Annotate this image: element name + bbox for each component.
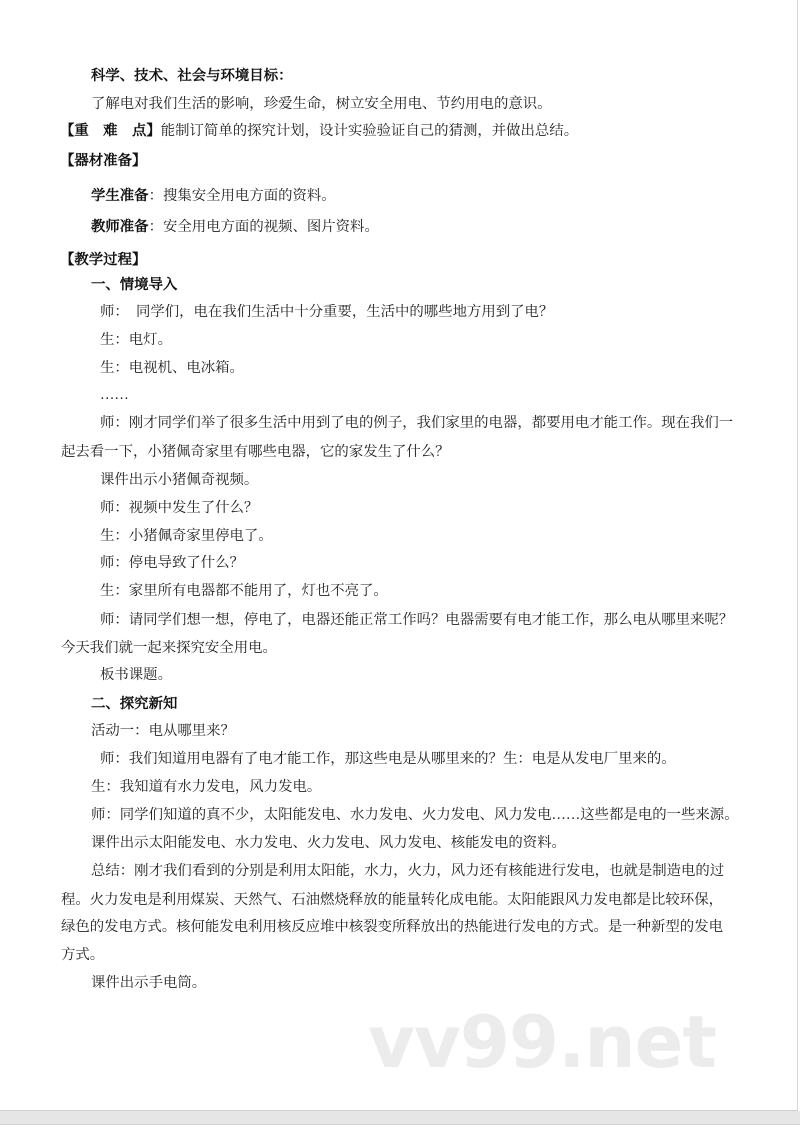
label: 教师准备 bbox=[91, 219, 149, 235]
heading-text: 一、情境导入 bbox=[91, 277, 178, 293]
materials-heading bbox=[60, 152, 146, 170]
paragraph-text: 师：停电导致了什么？ bbox=[100, 555, 244, 571]
subsection-heading bbox=[91, 695, 177, 713]
paragraph-text: 师：我们知道用电器有了电才能工作，那这些电是从哪里来的？生：电是从发电厂里来的。 bbox=[100, 751, 676, 767]
paragraph-text: 生：电灯。 bbox=[100, 332, 172, 348]
paragraph-text: ：安全用电方面的视频、图片资料。 bbox=[148, 219, 379, 235]
dialogue-line bbox=[100, 554, 244, 572]
dialogue-line bbox=[100, 666, 172, 684]
paragraph-text: 生：小猪佩奇家里停电了。 bbox=[100, 528, 273, 544]
summary-line bbox=[61, 946, 104, 964]
paragraph-text: 生：家里所有电器都不能用了，灯也不亮了。 bbox=[100, 583, 388, 599]
dialogue-line bbox=[100, 331, 172, 349]
paragraph-text: 课件出示太阳能发电、水力发电、火力发电、风力发电、核能发电的资料。 bbox=[91, 835, 566, 851]
activity-line bbox=[91, 722, 235, 740]
watermark: vv99.net bbox=[368, 1000, 716, 1084]
dialogue-line bbox=[100, 750, 676, 768]
paragraph-text: 生：我知道有水力发电，风力发电。 bbox=[91, 779, 322, 795]
dialogue-line bbox=[61, 443, 450, 461]
paragraph-text: 活动一：电从哪里来？ bbox=[91, 723, 235, 739]
paragraph-text: 师：请同学们想一想，停电了，电器还能正常工作吗？电器需要有电才能工作，那么电从哪里来呢？ bbox=[100, 612, 734, 628]
summary-line bbox=[61, 891, 723, 909]
teacher-prep bbox=[91, 218, 379, 236]
paragraph-text: ：搜集安全用电方面的资料。 bbox=[148, 188, 336, 204]
paragraph-text: 师：视频中发生了什么？ bbox=[100, 500, 259, 516]
ellipsis-line bbox=[100, 386, 129, 404]
subsection-heading bbox=[91, 276, 177, 294]
process-heading bbox=[60, 251, 146, 269]
dialogue-line bbox=[100, 582, 388, 600]
paragraph-text: 程。火力发电是利用煤炭、天然气、石油燃烧释放的能量转化成电能。太阳能跟风力发电都是比较环保， bbox=[61, 892, 723, 908]
label: 学生准备 bbox=[91, 188, 149, 204]
heading-text: 二、探究新知 bbox=[91, 696, 178, 712]
dialogue-line bbox=[61, 639, 277, 657]
paragraph-text: 了解电对我们生活的影响，珍爱生命，树立安全用电、节约用电的意识。 bbox=[91, 96, 552, 112]
section-label: 【器材准备】 bbox=[60, 153, 147, 169]
paragraph-text: 生：电视机、电冰箱。 bbox=[100, 360, 244, 376]
next-page bbox=[0, 1125, 797, 1137]
paragraph-text: 师： 同学们，电在我们生活中十分重要，生活中的哪些地方用到了电？ bbox=[100, 304, 554, 320]
dialogue-line bbox=[100, 527, 273, 545]
dialogue-line bbox=[100, 303, 553, 321]
section-label: 【教学过程】 bbox=[60, 252, 147, 268]
dialogue-line bbox=[100, 359, 244, 377]
dialogue-line bbox=[100, 611, 733, 629]
summary-line bbox=[91, 862, 724, 880]
section-label: 【重 难 点】 bbox=[60, 123, 161, 139]
paragraph-text: 方式。 bbox=[61, 947, 105, 963]
paragraph-text: 能制订简单的探究计划，设计实验验证自己的猜测，并做出总结。 bbox=[160, 123, 579, 139]
paragraph bbox=[91, 95, 552, 113]
paragraph-text: 课件出示手电筒。 bbox=[91, 975, 207, 991]
dialogue-line bbox=[91, 834, 566, 852]
paragraph-text: …… bbox=[100, 387, 129, 403]
paragraph-text: 板书课题。 bbox=[100, 667, 172, 683]
dialogue-line bbox=[100, 414, 733, 432]
dialogue-line bbox=[100, 471, 258, 489]
paragraph-text: 师：刚才同学们举了很多生活中用到了电的例子，我们家里的电器，都要用电才能工作。现在我们一 bbox=[100, 415, 734, 431]
paragraph-text: 课件出示小猪佩奇视频。 bbox=[100, 472, 259, 488]
page-gap bbox=[0, 1111, 800, 1125]
goal-heading bbox=[91, 67, 292, 85]
dialogue-line bbox=[91, 778, 321, 796]
dialogue-line bbox=[91, 974, 206, 992]
paragraph-text: 总结：刚才我们看到的分别是利用太阳能，水力，火力，风力还有核能进行发电，也就是制造电的过 bbox=[91, 863, 725, 879]
dialogue-line bbox=[100, 499, 258, 517]
heading-text: 科学、技术、社会与环境目标： bbox=[91, 68, 293, 84]
paragraph-text: 今天我们就一起来探究安全用电。 bbox=[61, 640, 277, 656]
dialogue-line bbox=[91, 806, 739, 824]
student-prep bbox=[91, 187, 336, 205]
key-points bbox=[60, 122, 578, 140]
summary-line bbox=[61, 918, 723, 936]
paragraph-text: 绿色的发电方式。核何能发电利用核反应堆中核裂变所释放出的热能进行发电的方式。是一种新型的发电 bbox=[61, 919, 723, 935]
paragraph-text: 起去看一下，小猪佩奇家里有哪些电器，它的家发生了什么？ bbox=[61, 444, 450, 460]
paragraph-text: 师：同学们知道的真不少，太阳能发电、水力发电、火力发电、风力发电……这些都是电的一些来源。 bbox=[91, 807, 739, 823]
